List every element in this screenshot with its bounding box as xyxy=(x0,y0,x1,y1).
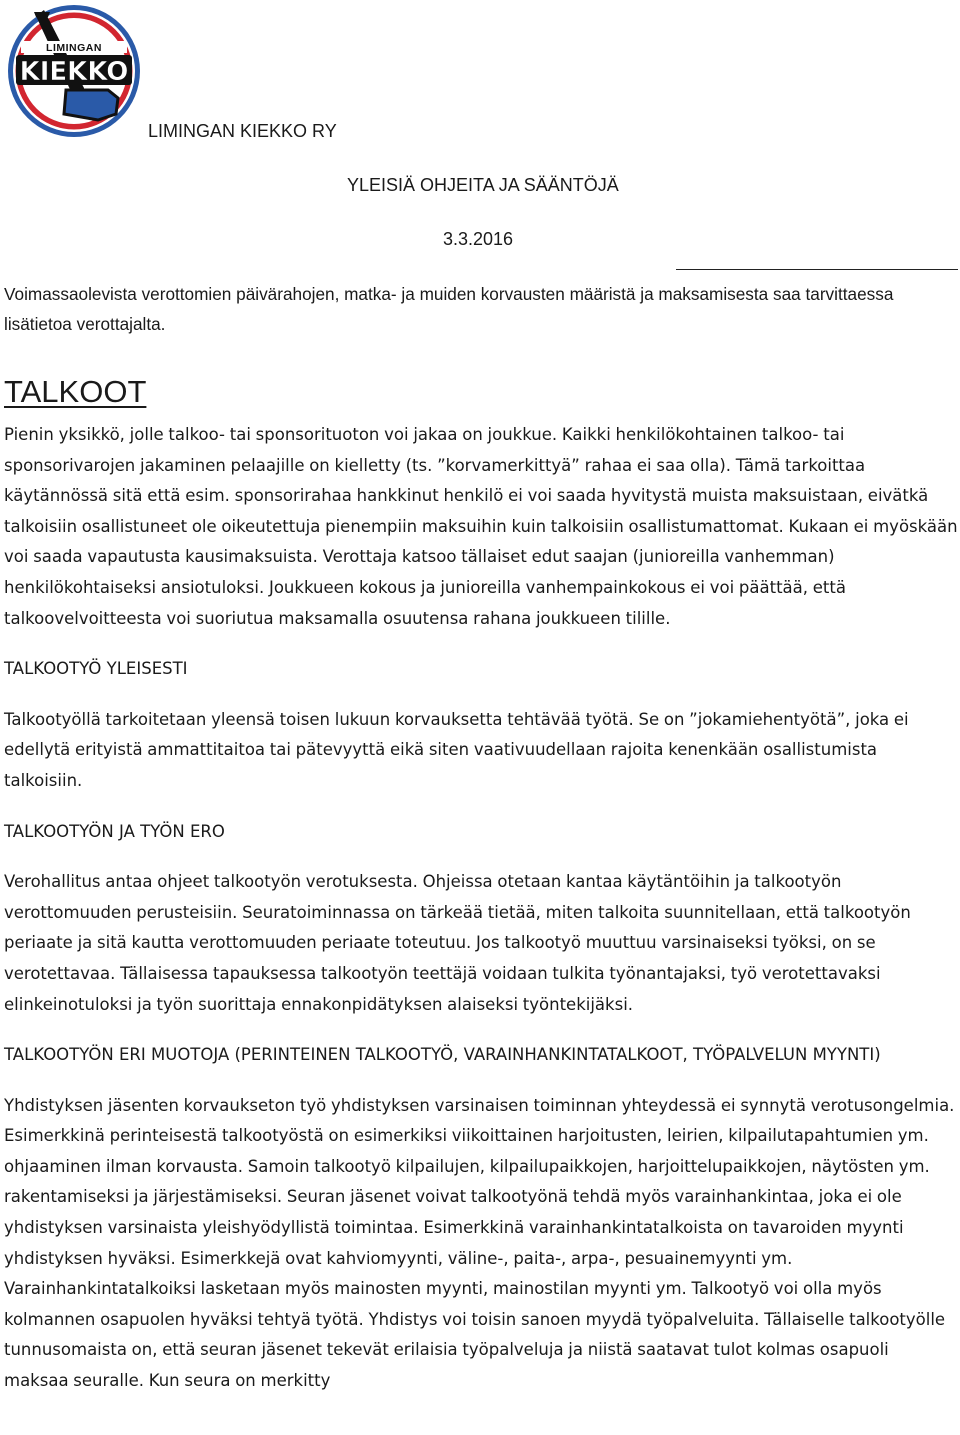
section-heading-talkoot: TALKOOT xyxy=(4,374,147,409)
section-paragraph: Pienin yksikkö, jolle talkoo- tai sponsorituoton voi jakaa on joukkue. Kaikki henkilökohtainen talkoo- tai sponsorivarojen jakaminen pelaajille on kielletty (ts. ”korvamerkittyä” rahaa ei saa olla). Tämä tarkoittaa käytännössä sitä että esim. sponsorirahaa hankkinut henkilö ei voi saada hyvitystä muista maksuistaan, eivätkä talkoisiin osallistuneet ole oikeutettuja pienempiin maksuihin kuin talkoisiin osallistumattomat. Kukaan ei myöskään voi saada vapautusta kausimaksuista. Verottaja katsoo tällaiset edut saajan (junioreilla vanhemman) henkilökohtaiseksi ansiotuloksi. Joukkueen kokous ja junioreilla vanhempainkokous ei voi päättää, että talkoovelvoitteesta voi suoriutua maksamalla osuutensa rahana joukkueen tilille. xyxy=(4,425,958,628)
hockey-stick-blade xyxy=(64,90,118,120)
section-heading-talkootyon-eri-muotoja: TALKOOTYÖN ERI MUOTOJA (PERINTEINEN TALKOOTYÖ, VARAINHANKINTATALKOOT, TYÖPALVELUN MYYNTI) xyxy=(4,1045,881,1065)
organization-name: LIMINGAN KIEKKO RY xyxy=(148,121,337,141)
section-heading-talkootyon-ja-tyon-ero: TALKOOTYÖN JA TYÖN ERO xyxy=(4,821,225,841)
section-paragraph: Yhdistyksen jäsenten korvaukseton työ yhdistyksen varsinaisen toiminnan yhteydessä ei synnytä verotusongelmia. Esimerkkinä perinteisestä talkootyöstä on esimerkiksi viikoittainen harjoitusten, leirien, kilpailutapahtumien ym. ohjaaminen ilman korvausta. Samoin talkootyö kilpailujen, kilpailupaikkojen, harjoittelupaikkojen, näytösten ym. rakentamiseksi ja järjestämiseksi. Seuran jäsenet voivat talkootyönä tehdä myös varainhankintaa, joka ei ole yhdistyksen varsinaista yleishyödyllistä toimintaa. Esimerkkinä varainhankintatalkoista on tavaroiden myynti yhdistyksen hyväksi. Esimerkkejä ovat kahviomyynti, väline-, paita-, arpa-, pesuainemyynti ym. Varainhankintatalkoiksi lasketaan myös mainosten myynti, mainostilan myynti ym. Talkootyö voi olla myös kolmannen osapuolen hyväksi tehtyä työtä. Yhdistys voi toisin sanoen myydä työpalveluita. Tällaiselle talkootyölle tunnusomaista on, että seuran jäsenet tekevät erilaisia työpalveluja ja niistä saatavat tulot kolmas osapuoli maksaa seuralle. Kun seura on merkitty xyxy=(4,1095,955,1391)
document-title: YLEISIÄ OHJEITA JA SÄÄNTÖJÄ xyxy=(347,175,619,195)
section-paragraph: Talkootyöllä tarkoitetaan yleensä toisen lukuun korvauksetta tehtävää työtä. Se on ”jokamiehentyötä”, joka ei edellytä erityistä ammattitaitoa tai pätevyyttä eikä siten vaativuudellaan rajoita kenenkään osallistumista talkoisiin. xyxy=(4,709,909,790)
document-date: 3.3.2016 xyxy=(443,229,514,249)
intro-paragraph: Voimassaolevista verottomien päivärahojen, matka- ja muiden korvausten määristä ja maksamisesta saa tarvittaessa lisätietoa verottajalta. xyxy=(4,284,894,334)
document-body xyxy=(4,279,958,1397)
section-paragraph: Verohallitus antaa ohjeet talkootyön verotuksesta. Ohjeissa otetaan kantaa käytäntöihin ja talkootyön verottomuuden perusteisiin. Seuratoiminnassa on tärkeää tietää, miten talkoita suunnitellaan, että talkootyön periaate ja sitä kautta verottomuuden periaate toteutuu. Jos talkootyö muuttuu varsinaiseksi työksi, on se verotettavaa. Tällaisessa tapauksessa talkootyön teettäjä voidaan tulkita työnantajaksi, työ verotettavaksi elinkeinotuloksi ja työn suorittaja ennakonpidätyksen alaiseksi työntekijäksi. xyxy=(4,872,911,1014)
section-heading-talkootyo-yleisesti: TALKOOTYÖ YLEISESTI xyxy=(4,659,188,679)
logo-text-top: LIMINGAN xyxy=(46,42,102,54)
header-rule xyxy=(676,269,958,270)
club-logo xyxy=(4,2,144,140)
logo-text-main: KIEKKO xyxy=(19,57,129,87)
